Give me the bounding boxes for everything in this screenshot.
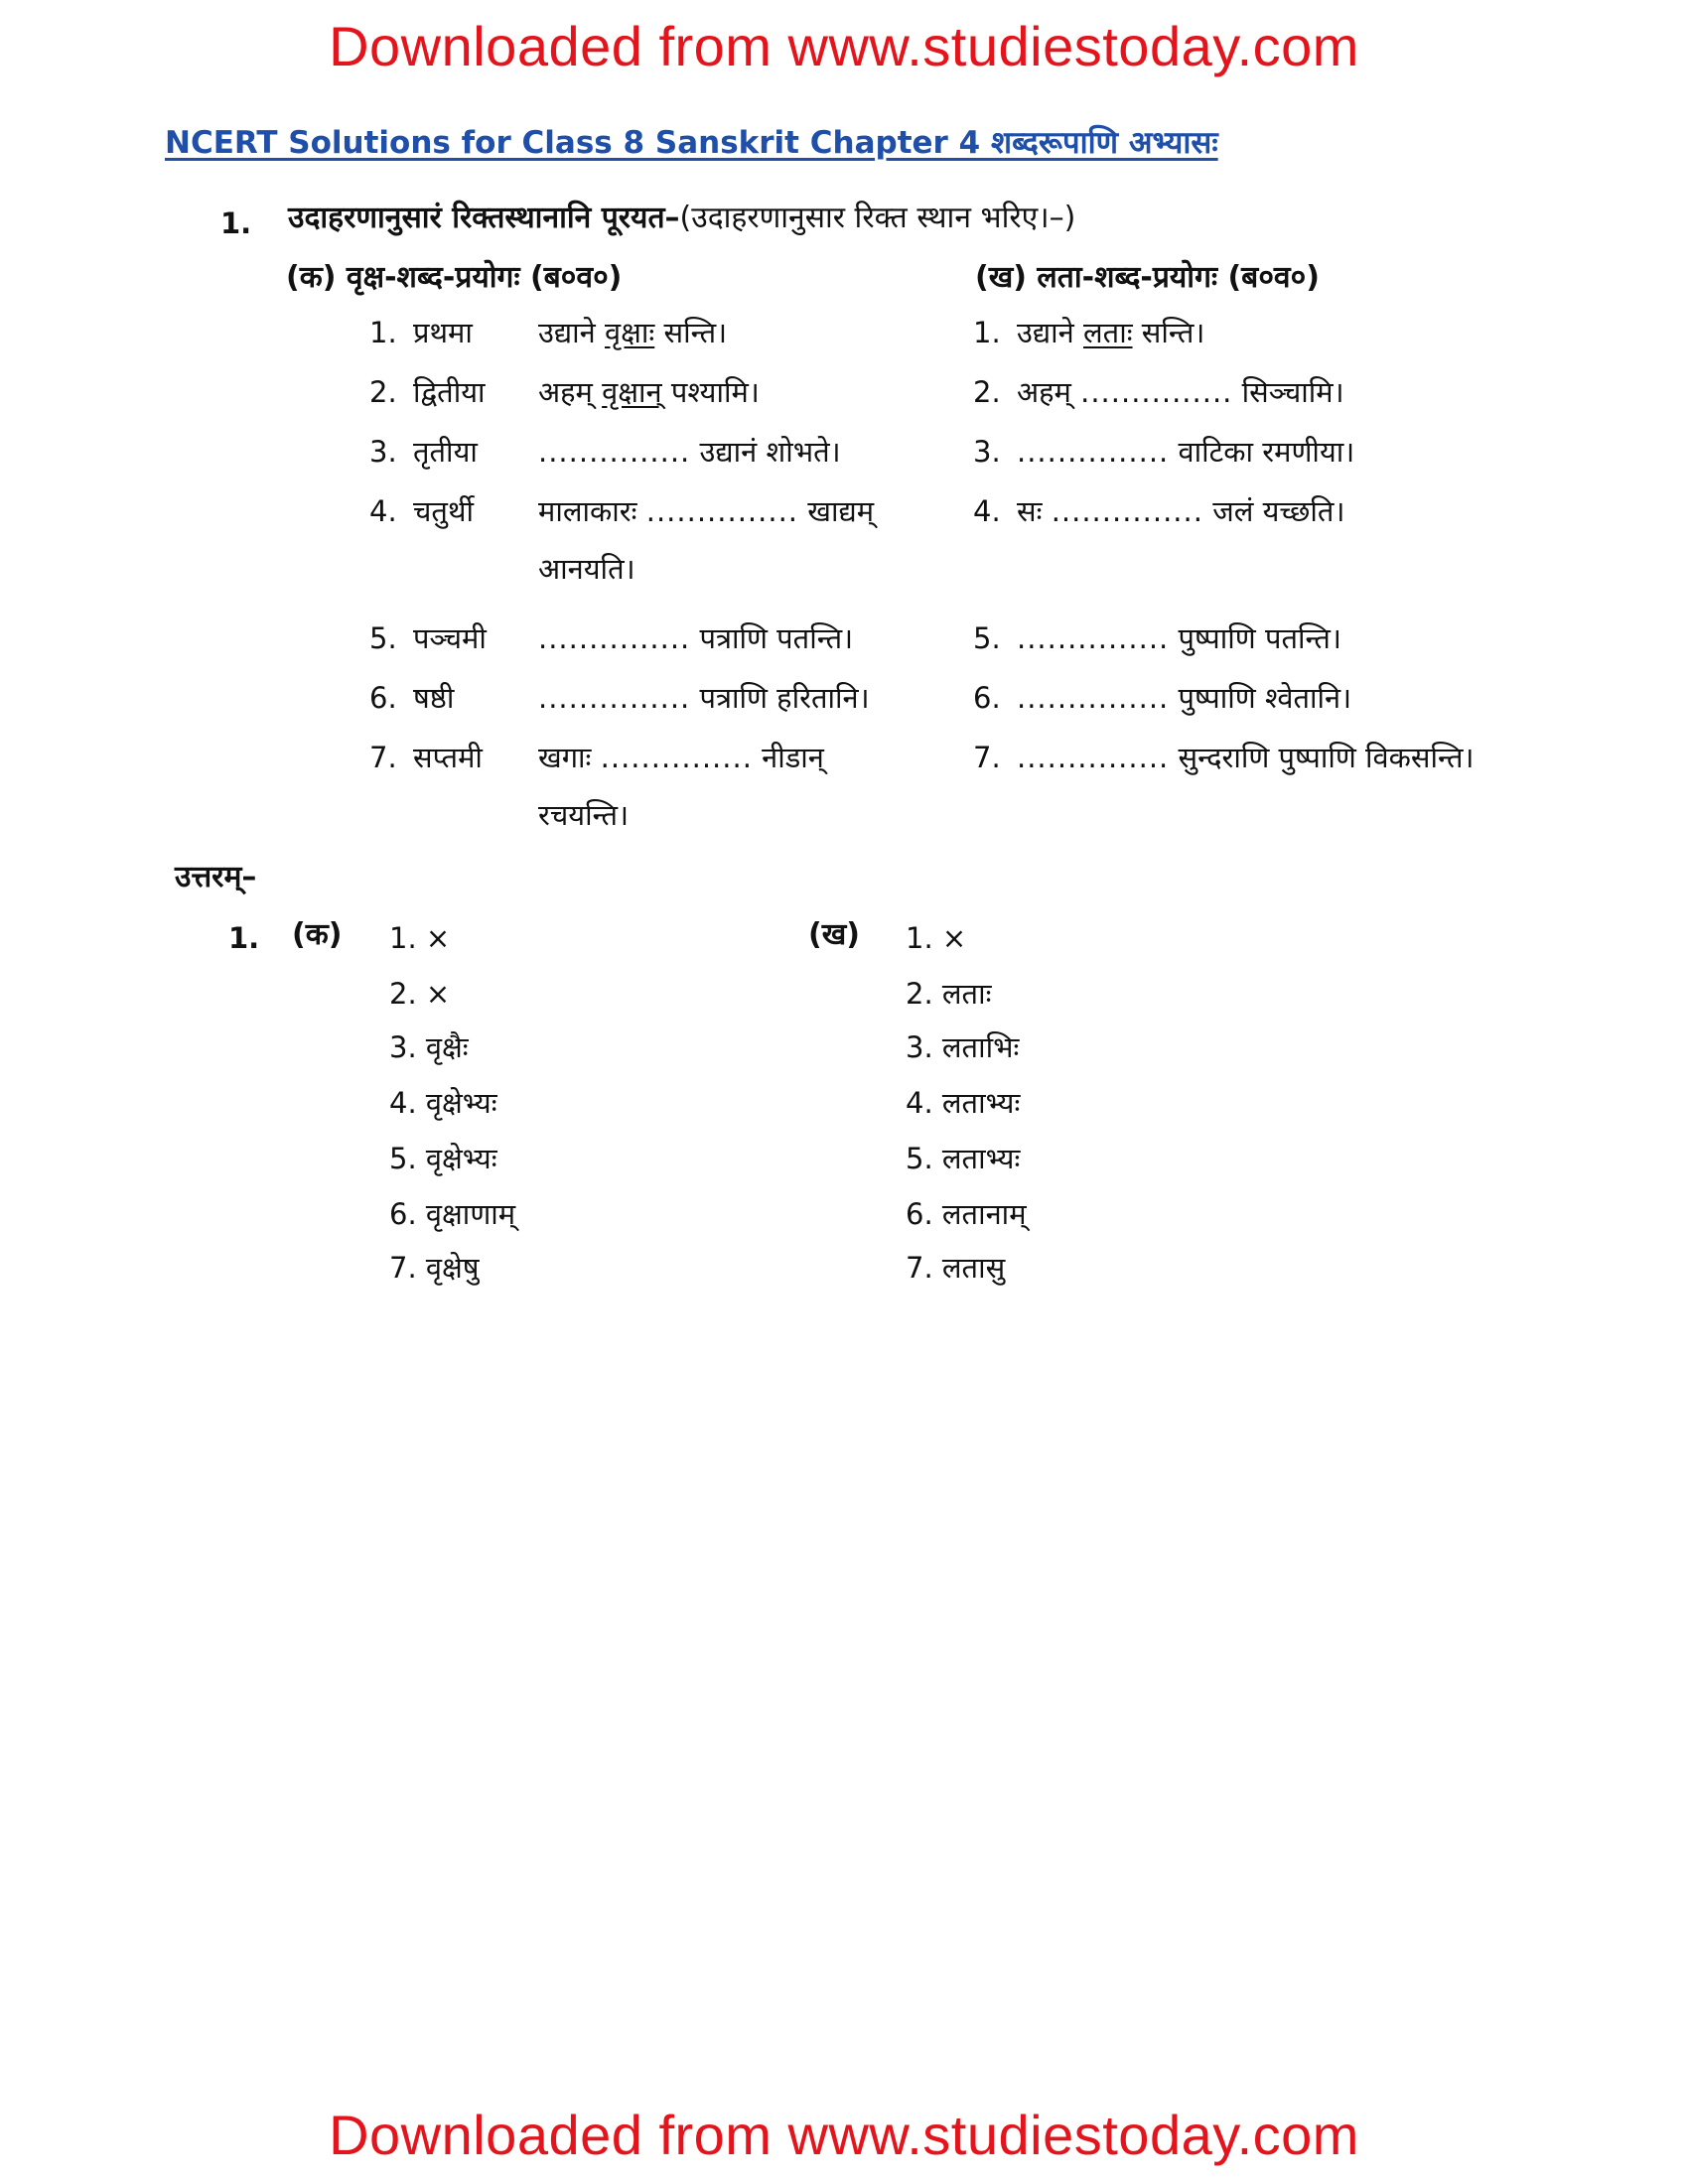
sentence-post: नीडान् — [762, 741, 824, 774]
answer-label: उत्तरम्– — [175, 860, 257, 894]
chapter-title-link[interactable]: NCERT Solutions for Class 8 Sanskrit Chapter 4 शब्दरूपाणि अभ्यासः — [165, 125, 1218, 161]
blank-space: ............... — [1080, 375, 1233, 409]
answer-number: 1. — [228, 921, 260, 955]
section-ka-row — [369, 741, 925, 832]
row-number: 4. — [369, 494, 397, 528]
sentence-pre: सः — [1017, 494, 1043, 528]
answer-ka-item: 4. वृक्षेभ्यः — [389, 1086, 497, 1120]
blank-space: ............... — [1051, 494, 1203, 528]
sentence — [538, 435, 841, 470]
blank-space: ............... — [1017, 741, 1170, 774]
answer-ka-item: 3. वृक्षैः — [389, 1030, 469, 1064]
blank-space: ............... — [538, 621, 691, 655]
row-number: 7. — [973, 741, 1001, 774]
answer-kha-item: 6. लतानाम् — [906, 1197, 1027, 1231]
case-name: चतुर्थी — [413, 494, 474, 528]
sentence-pre: खगाः — [538, 741, 592, 774]
sentence-pre: उद्याने — [538, 316, 596, 349]
row-number: 3. — [369, 435, 397, 469]
section-kha-row — [973, 494, 1569, 554]
sentence — [1017, 316, 1204, 350]
row-number: 2. — [369, 375, 397, 409]
sentence-post: सिञ्चामि। — [1241, 375, 1344, 409]
answer-kha-head: (ख) — [808, 917, 860, 952]
sentence — [538, 375, 760, 410]
answer-ka-item: 1. × — [389, 921, 451, 955]
section-kha-row — [973, 621, 1569, 681]
sentence — [538, 494, 874, 529]
blank-space: ............... — [600, 741, 753, 774]
section-kha-row — [973, 435, 1569, 494]
section-ka-row — [369, 375, 925, 435]
answer-ka-item: 6. वृक्षाणाम् — [389, 1197, 516, 1231]
question-number: 1. — [220, 206, 252, 240]
blank-space: ............... — [1017, 681, 1170, 715]
answer-ka-head: (क) — [292, 917, 343, 952]
blank-space: ............... — [538, 681, 691, 715]
instruction-sanskrit: उदाहरणानुसारं रिक्तस्थानानि पूरयत– — [288, 201, 680, 235]
sentence-post: वाटिका रमणीया। — [1178, 435, 1355, 469]
blank-space: ............... — [1017, 435, 1170, 469]
sentence — [1017, 494, 1344, 529]
sentence — [538, 681, 870, 716]
section-kha-row — [973, 741, 1569, 800]
sentence-pre: मालाकारः — [538, 494, 637, 528]
answer-ka-item: 2. × — [389, 977, 451, 1011]
sentence — [1017, 375, 1344, 410]
blank-space: ............... — [1017, 621, 1170, 655]
answer-kha-item: 3. लताभिः — [906, 1030, 1020, 1064]
section-kha-heading: (ख) लता-शब्द-प्रयोगः (ब०व०) — [975, 260, 1320, 295]
answer-ka-item: 5. वृक्षेभ्यः — [389, 1142, 497, 1175]
sentence — [1017, 741, 1475, 775]
sentence-continuation: रचयन्ति। — [538, 798, 630, 832]
row-number: 1. — [369, 316, 397, 349]
sentence-post: पुष्पाणि श्वेतानि। — [1178, 681, 1352, 715]
sentence — [1017, 435, 1354, 470]
row-number: 1. — [973, 316, 1001, 349]
answer-kha-item: 1. × — [906, 921, 967, 955]
row-number: 6. — [973, 681, 1001, 715]
section-kha-row — [973, 681, 1569, 741]
sentence-pre: अहम् — [1017, 375, 1071, 409]
sentence-post: पुष्पाणि पतन्ति। — [1178, 621, 1341, 655]
section-ka-row — [369, 681, 925, 741]
case-name: द्वितीया — [413, 375, 486, 409]
answer-kha-item: 7. लतासु — [906, 1251, 1006, 1285]
sentence-post: खाद्यम् — [807, 494, 875, 528]
instruction-hindi: (उदाहरणानुसार रिक्त स्थान भरिए।–) — [679, 201, 1076, 235]
case-name: प्रथमा — [413, 316, 473, 349]
case-name: षष्ठी — [413, 681, 455, 715]
case-name: तृतीया — [413, 435, 478, 469]
section-kha-row — [973, 375, 1569, 435]
blank-space: ............... — [645, 494, 799, 528]
case-name: पञ्चमी — [413, 621, 487, 655]
section-ka-row — [369, 621, 925, 681]
download-banner-top: Downloaded from www.studiestoday.com — [329, 15, 1359, 77]
answer-ka-item: 7. वृक्षेषु — [389, 1251, 480, 1285]
question-instruction — [288, 201, 1075, 236]
sentence-post: पत्राणि पतन्ति। — [699, 621, 854, 655]
download-banner-bottom: Downloaded from www.studiestoday.com — [329, 2104, 1359, 2166]
section-kha-row — [973, 316, 1569, 375]
sentence-post: सन्ति। — [1141, 316, 1205, 349]
sentence-pre: अहम् — [538, 375, 593, 409]
sentence-post: पश्यामि। — [670, 375, 760, 409]
sentence — [538, 316, 727, 350]
section-ka-row — [369, 494, 925, 586]
answer-kha-item: 2. लताः — [906, 977, 992, 1011]
row-number: 7. — [369, 741, 397, 774]
answer-kha-item: 4. लताभ्यः — [906, 1086, 1021, 1120]
blank-space: ............... — [538, 435, 691, 469]
section-ka-heading: (क) वृक्ष-शब्द-प्रयोगः (ब०व०) — [286, 260, 623, 295]
example-word: वृक्षान् — [602, 375, 662, 409]
sentence-post: पत्राणि हरितानि। — [699, 681, 870, 715]
sentence-pre: उद्याने — [1017, 316, 1074, 349]
answer-kha-item: 5. लताभ्यः — [906, 1142, 1021, 1175]
sentence-continuation: आनयति। — [538, 552, 635, 586]
sentence-post: जलं यच्छति। — [1212, 494, 1345, 528]
example-word: लताः — [1083, 316, 1133, 349]
sentence-post: सुन्दराणि पुष्पाणि विकसन्ति। — [1178, 741, 1475, 774]
sentence — [538, 621, 853, 656]
sentence — [538, 741, 824, 775]
row-number: 5. — [973, 621, 1001, 655]
section-ka-row — [369, 435, 925, 494]
sentence — [1017, 681, 1351, 716]
row-number: 3. — [973, 435, 1001, 469]
sentence-post: उद्यानं शोभते। — [699, 435, 841, 469]
case-name: सप्तमी — [413, 741, 483, 774]
row-number: 2. — [973, 375, 1001, 409]
section-ka-row — [369, 316, 925, 375]
row-number: 5. — [369, 621, 397, 655]
row-number: 4. — [973, 494, 1001, 528]
row-number: 6. — [369, 681, 397, 715]
sentence — [1017, 621, 1341, 656]
sentence-post: सन्ति। — [663, 316, 728, 349]
example-word: वृक्षाः — [605, 316, 655, 349]
